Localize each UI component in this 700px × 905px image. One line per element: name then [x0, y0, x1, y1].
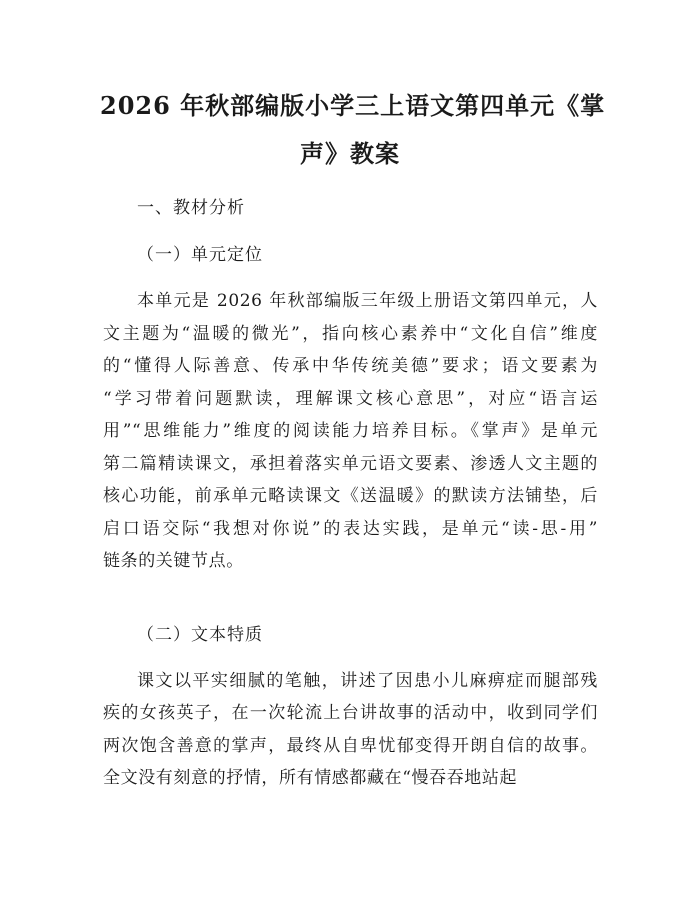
paragraph-2-line-4: 全文没有刻意的抒情，所有情感都藏在“慢吞吞地站起	[103, 768, 518, 788]
paragraph-1-line-3: 的“懂得人际善意、传承中华传统美德”要求；语文要素为	[103, 356, 598, 376]
paragraph-1-line-6: 第二篇精读课文，承担着落实单元语文要素、渗透人文主题的	[103, 454, 598, 474]
paragraph-1-line-5: 用”“思维能力”维度的阅读能力培养目标。《掌声》是单元	[103, 421, 598, 441]
document-title-line-2: 声》教案	[300, 139, 400, 168]
section-heading-teaching-material-analysis: 一、教材分析	[137, 198, 245, 218]
paragraph-1-line-4: “学习带着问题默读，理解课文核心意思”，对应“语言运	[103, 389, 598, 409]
paragraph-2-line-3: 两次饱含善意的掌声，最终从自卑忧郁变得开朗自信的故事。	[103, 736, 598, 756]
paragraph-1-line-1: 本单元是 2026 年秋部编版三年级上册语文第四单元，人	[137, 291, 598, 311]
subsection-heading-unit-positioning: （一）单元定位	[137, 245, 263, 265]
document-title-line-1: 2026 年秋部编版小学三上语文第四单元《掌	[100, 91, 606, 120]
subsection-heading-text-characteristics: （二）文本特质	[137, 625, 263, 645]
paragraph-1-line-2: 文主题为“温暖的微光”，指向核心素养中“文化自信”维度	[103, 324, 598, 344]
paragraph-2-line-2: 疾的女孩英子，在一次轮流上台讲故事的活动中，收到同学们	[103, 703, 598, 723]
paragraph-1-line-7: 核心功能，前承单元略读课文《送温暖》的默读方法铺垫，后	[103, 486, 598, 506]
paragraph-1-line-8: 启口语交际“我想对你说”的表达实践，是单元“读-思-用”	[103, 519, 598, 539]
paragraph-2-line-1: 课文以平实细腻的笔触，讲述了因患小儿麻痹症而腿部残	[137, 671, 598, 691]
paragraph-1-line-9: 链条的关键节点。	[103, 551, 244, 571]
